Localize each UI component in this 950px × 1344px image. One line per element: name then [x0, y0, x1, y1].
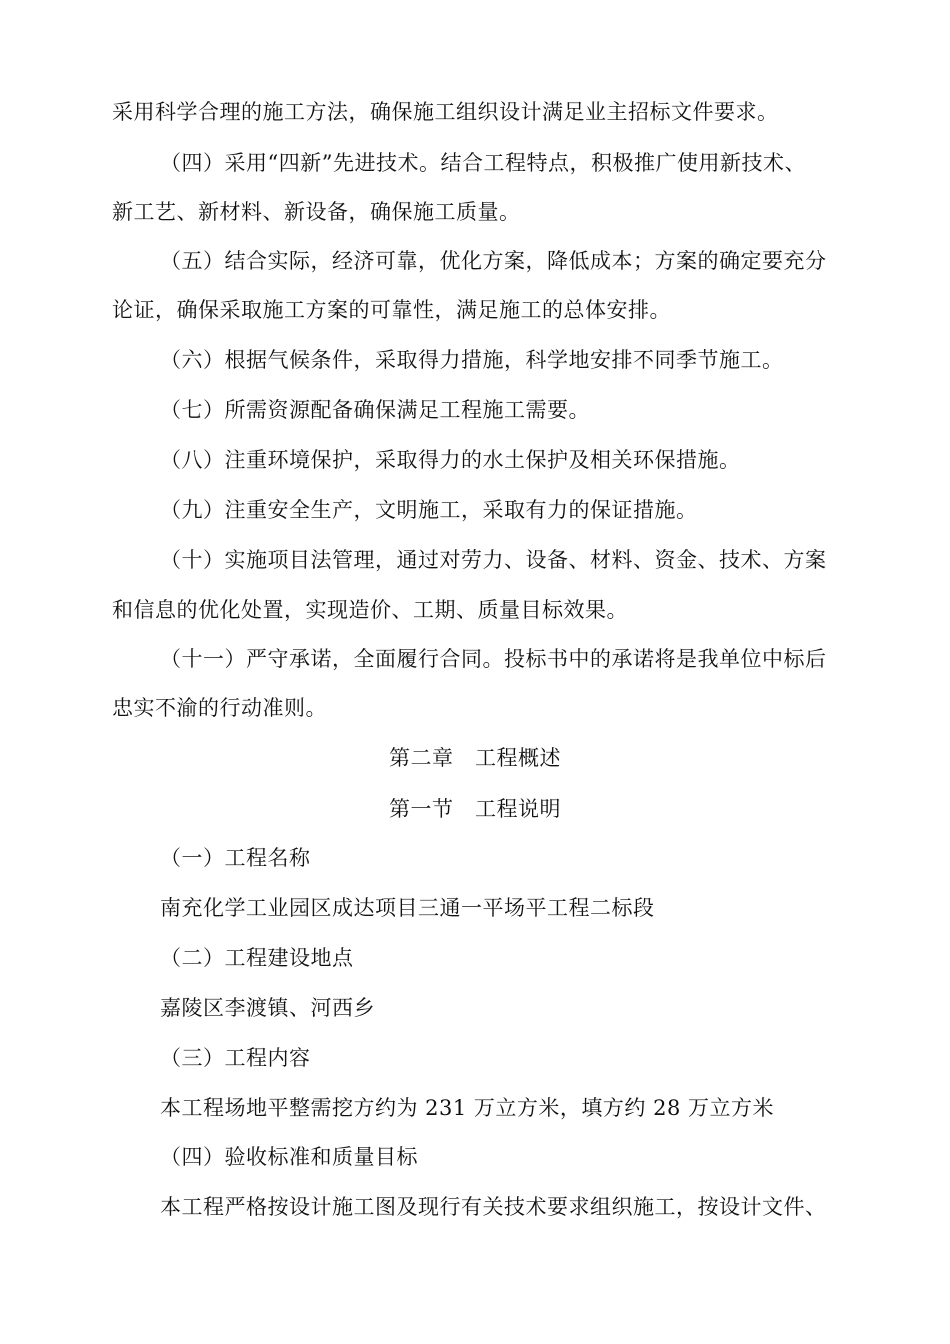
paragraph-line: 采用科学合理的施工方法，确保施工组织设计满足业主招标文件要求。 [112, 100, 779, 124]
paragraph-line: 新工艺、新材料、新设备，确保施工质量。 [112, 200, 521, 224]
paragraph-line: （五）结合实际，经济可靠，优化方案，降低成本；方案的确定要充分 [160, 249, 827, 273]
item-heading: （一）工程名称 [160, 846, 311, 870]
chapter-title: 第二章 工程概述 [389, 746, 561, 770]
item-text: 本工程场地平整需挖方约为 231 万立方米，填方约 28 万立方米 [160, 1096, 775, 1120]
item-text: 南充化学工业园区成达项目三通一平场平工程二标段 [160, 896, 655, 920]
paragraph-line: （十）实施项目法管理，通过对劳力、设备、材料、资金、技术、方案 [160, 548, 827, 572]
paragraph-line: 和信息的优化处置，实现造价、工期、质量目标效果。 [112, 598, 628, 622]
item-heading: （三）工程内容 [160, 1046, 311, 1070]
paragraph-line: （六）根据气候条件，采取得力措施，科学地安排不同季节施工。 [160, 348, 784, 372]
paragraph-line: （八）注重环境保护，采取得力的水土保护及相关环保措施。 [160, 448, 741, 472]
item-heading: （四）验收标准和质量目标 [160, 1145, 418, 1169]
section-title: 第一节 工程说明 [389, 797, 561, 821]
paragraph-line: （七）所需资源配备确保满足工程施工需要。 [160, 398, 590, 422]
paragraph-line: 忠实不渝的行动准则。 [112, 696, 327, 720]
item-text: 本工程严格按设计施工图及现行有关技术要求组织施工，按设计文件、 [160, 1195, 827, 1219]
item-heading: （二）工程建设地点 [160, 946, 354, 970]
item-text: 嘉陵区李渡镇、河西乡 [160, 996, 375, 1020]
paragraph-line: （十一）严守承诺，全面履行合同。投标书中的承诺将是我单位中标后 [160, 647, 827, 671]
paragraph-line: 论证，确保采取施工方案的可靠性，满足施工的总体安排。 [112, 298, 671, 322]
paragraph-line: （九）注重安全生产，文明施工，采取有力的保证措施。 [160, 498, 698, 522]
paragraph-line: （四）采用“四新”先进技术。结合工程特点，积极推广使用新技术、 [160, 151, 806, 175]
